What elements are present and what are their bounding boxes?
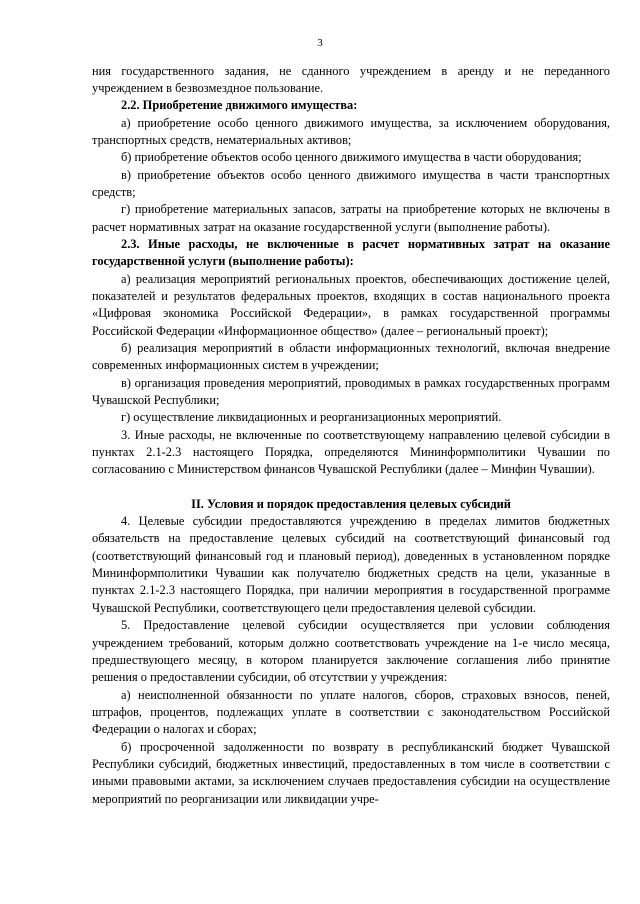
paragraph-3: 3. Иные расходы, не включенные по соответствующему направлению целевой субсидии в пунктах 2.1-2.3 настоящего Порядка, определяются Мининформполитики Чувашии по согласованию с Министерством финансов Чувашской Республики (далее – Минфин Чувашии).: [92, 427, 610, 477]
chapter-heading-ii: II. Условия и порядок предоставления целевых субсидий: [191, 496, 511, 511]
section-heading-2-3: 2.3. Иные расходы, не включенные в расчет нормативных затрат на оказание государственной услуги (выполнение работы):: [92, 236, 610, 269]
page-number: 3: [317, 37, 323, 49]
list-item-2-2-c: в) приобретение объектов особо ценного движимого имущества в части транспортных средств;: [92, 167, 610, 199]
list-item-2-3-c: в) организация проведения мероприятий, проводимых в рамках государственных программ Чувашской Республики;: [92, 375, 610, 408]
paragraph-5: 5. Предоставление целевой субсидии осуществляется при условии соблюдения учреждением требований, которым должно соответствовать учреждение на 1-е число месяца, предшествующего месяцу, в котором планируется заключение соглашения либо принятие решения о предоставлении субсидии, об отсутствии у учреждения:: [92, 618, 610, 685]
list-item-2-3-b: б) реализация мероприятий в области информационных технологий, включая внедрение современных информационных систем в учреждении;: [92, 341, 610, 373]
list-item-2-3-a: а) реализация мероприятий региональных проектов, обеспечивающих достижение целей, показателей и результатов федеральных проектов, входящих в состав национального проекта «Цифровая экономика Российской Федерации», в рамках государственной программы Российской Федерации «Информационное общество» (далее – региональный проект);: [92, 271, 610, 338]
list-item-2-2-d: г) приобретение материальных запасов, затраты на приобретение которых не включены в расчет нормативных затрат на оказание государственной услуги (выполнение работы).: [92, 202, 610, 234]
paragraph-4: 4. Целевые субсидии предоставляются учреждению в пределах лимитов бюджетных обязательств на предоставление целевых субсидий на соответствующий финансовый год (соответствующий финансовый год и плановый период), доведенных в установленном порядке Мининформполитики Чувашии как получателю бюджетных средств на цели, указанные в пунктах 2.1-2.3 настоящего Порядка, при наличии мероприятия в государственной программе Чувашской Республики, соответствующего цели предоставления целевой субсидии.: [92, 514, 610, 615]
section-heading-2-2: 2.2. Приобретение движимого имущества:: [121, 98, 358, 113]
list-item-5-a: а) неисполненной обязанности по уплате налогов, сборов, страховых взносов, пеней, штрафов, процентов, подлежащих уплате в соответствии с законодательством Российской Федерации о налогах и сборах;: [92, 687, 610, 737]
list-item-2-2-a: а) приобретение особо ценного движимого имущества, за исключением оборудования, транспортных средств, нематериальных активов;: [92, 115, 610, 147]
list-item-5-b: б) просроченной задолженности по возврату в республиканский бюджет Чувашской Республики субсидий, бюджетных инвестиций, предоставленных в том числе в соответствии с иными правовыми актами, за исключением случаев предоставления субсидии на осуществление мероприятий по реорганизации или ликвидации учре-: [92, 739, 610, 806]
document-body: [92, 63, 610, 808]
list-item-2-3-d: г) осуществление ликвидационных и реорганизационных мероприятий.: [121, 410, 502, 425]
paragraph-continuation: ния государственного задания, не сданного учреждением в аренду и не переданного учреждением в безвозмездное пользование.: [92, 63, 610, 95]
list-item-2-2-b: б) приобретение объектов особо ценного движимого имущества в части оборудования;: [121, 150, 582, 165]
